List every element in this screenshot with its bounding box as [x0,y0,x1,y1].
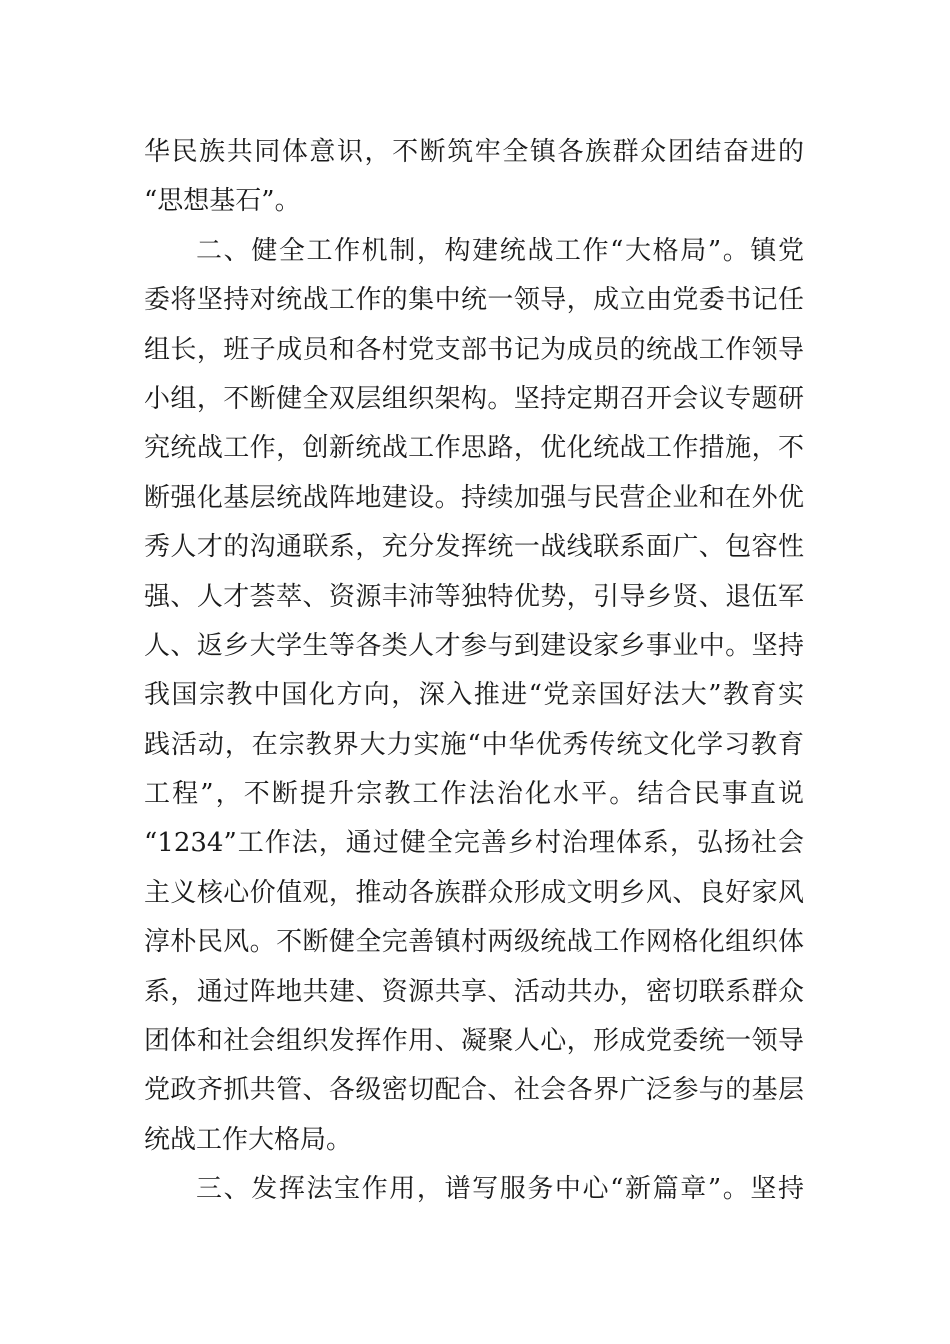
text-line: 强、人才荟萃、资源丰沛等独特优势，引导乡贤、退伍军 [144,581,804,612]
text-line: 华民族共同体意识，不断筑牢全镇各族群众团结奋进的 [144,137,804,167]
text-line: 系，通过阵地共建、资源共享、活动共办，密切联系群众 [144,976,804,1007]
text-line: 人、返乡大学生等各类人才参与到建设家乡事业中。坚持 [144,630,804,661]
text-line: 三、发挥法宝作用，谱写服务中心“新篇章”。坚持 [196,1174,804,1205]
text-line: 我国宗教中国化方向，深入推进“党亲国好法大”教育实 [144,680,804,711]
text-line: 究统战工作，创新统战工作思路，优化统战工作措施，不 [144,433,804,464]
text-line: 断强化基层统战阵地建设。持续加强与民营企业和在外优 [144,482,804,513]
text-line: 组长，班子成员和各村党支部书记为成员的统战工作领导 [144,334,804,365]
text-line: 委将坚持对统战工作的集中统一领导，成立由党委书记任 [144,285,804,316]
text-line: 秀人才的沟通联系，充分发挥统一战线联系面广、包容性 [144,532,804,563]
document-body-text [144,128,804,1215]
text-line: 党政齐抓共管、各级密切配合、社会各界广泛参与的基层 [144,1075,804,1106]
text-line: 工程”，不断提升宗教工作法治化水平。结合民事直说 [144,779,804,810]
text-line: 二、健全工作机制，构建统战工作“大格局”。镇党 [196,235,804,266]
text-line: 小组，不断健全双层组织架构。坚持定期召开会议专题研 [144,383,804,414]
text-line: 主义核心价值观，推动各族群众形成文明乡风、良好家风 [144,877,804,908]
text-line: 统战工作大格局。 [144,1124,353,1155]
text-line: “1234”工作法，通过健全完善乡村治理体系，弘扬社会 [144,828,804,859]
text-line: 践活动，在宗教界大力实施“中华优秀传统文化学习教育 [144,729,804,760]
text-line: “思想基石”。 [144,186,301,217]
text-line: 淳朴民风。不断健全完善镇村两级统战工作网格化组织体 [144,927,804,958]
text-line: 团体和社会组织发挥作用、凝聚人心，形成党委统一领导 [144,1026,804,1057]
